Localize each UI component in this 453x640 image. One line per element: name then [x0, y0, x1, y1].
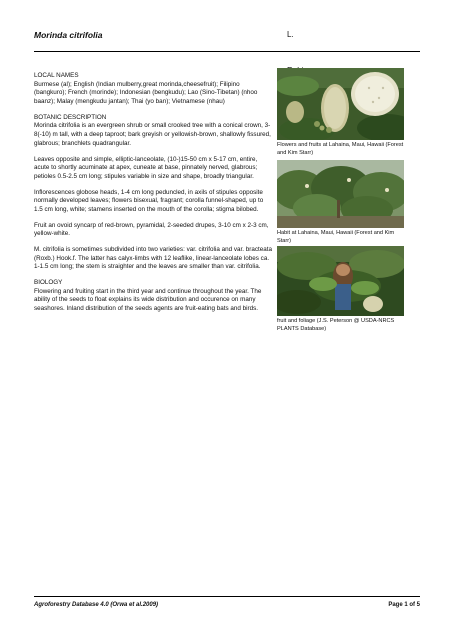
botanic-paragraph-1: Morinda citrifolia is an evergreen shrub or small crooked tree with a conical crown, 3-8(-10) m tall, with a deep taproot; bark greyish or yellowish-brown, shallowly fissured, glabrous; branchlets quadrangular.	[34, 122, 271, 147]
page-footer	[34, 596, 420, 610]
botanic-paragraph-4: Fruit an ovoid syncarp of red-brown, pyramidal, 2-seeded drupes, 3-10 cm x 2-3 cm, yellow-white.	[34, 221, 269, 238]
fruit-photo	[277, 68, 404, 140]
habit-photo-image	[277, 160, 404, 228]
botanic-description-heading: BOTANIC DESCRIPTION	[34, 113, 107, 121]
local-names-section	[34, 72, 272, 107]
habit-photo	[277, 160, 404, 228]
fruit-photo-image	[277, 68, 404, 140]
foliage-photo-caption: fruit and foliage (J.S. Peterson @ USDA-NRCS PLANTS Database)	[277, 318, 395, 332]
footer-source: Agroforestry Database 4.0 (Orwa et al.2009)	[34, 602, 159, 608]
page-header	[34, 26, 420, 52]
botanic-description-section	[34, 114, 272, 149]
botanic-paragraph-5: M. citrifolia is sometimes subdivided into two varieties: var. citrifolia and var. bracteata (Roxb.) Hook.f. The latter has calyx-limbs with 12 leaflike, linear-lanceolate lobes ca. 1-1.5 cm long; the stem is straighter and the leaves are smaller than var. citrifolia.	[34, 246, 272, 271]
foliage-photo	[277, 246, 404, 316]
biology-heading: BIOLOGY	[34, 279, 63, 287]
botanic-paragraph-2: Leaves opposite and simple, elliptic-lanceolate, (10-)15-50 cm x 5-17 cm, entire, acute to shortly acuminate at apex, cuneate at base, pinnately nerved, glabrous; petioles 0.5-2.5 cm long; stipules variable in size and shape, broadly triangular.	[34, 155, 258, 180]
local-names-heading: LOCAL NAMES	[34, 72, 79, 79]
foliage-photo-image	[277, 246, 404, 316]
species-author: L.	[287, 30, 294, 39]
habit-photo-caption: Habit at Lahaina, Maui, Hawaii (Forest and Kim Starr)	[277, 230, 395, 244]
botanic-paragraph-3: Inflorescences globose heads, 1-4 cm long peduncled, in axils of stipules opposite normally developed leaves; flowers bisexual, fragrant; corolla funnel-shaped, up to 1.5 cm long, white; stamens inserted on the mouth of the corolla; stigma bilobed.	[34, 188, 264, 213]
biology-text: Flowering and fruiting start in the third year and continue throughout the year. The ability of the seeds to float explains its wide distribution and occurence on many seashores. Inland distribution of the seeds agents are fruit-eating bats and birds.	[34, 287, 262, 313]
main-text-column	[34, 70, 272, 321]
fruit-photo-caption: Flowers and fruits at Lahaina, Maui, Hawaii (Forest and Kim Starr)	[277, 142, 404, 156]
local-names-text: Burmese (al); English (Indian mulberry,great morinda,cheesefruit); Filipino (bangkuro); French (morinde); Indonesian (bengkudu); Lao (Sino-Tibetan) (nhoo baanz); Malay (mengkudu jantan); Thai (yo ban); Vietnamese (nhau)	[34, 80, 258, 106]
footer-page-number: Page 1 of 5	[388, 602, 420, 608]
biology-section	[34, 279, 272, 314]
species-name: Morinda citrifolia	[34, 30, 103, 40]
